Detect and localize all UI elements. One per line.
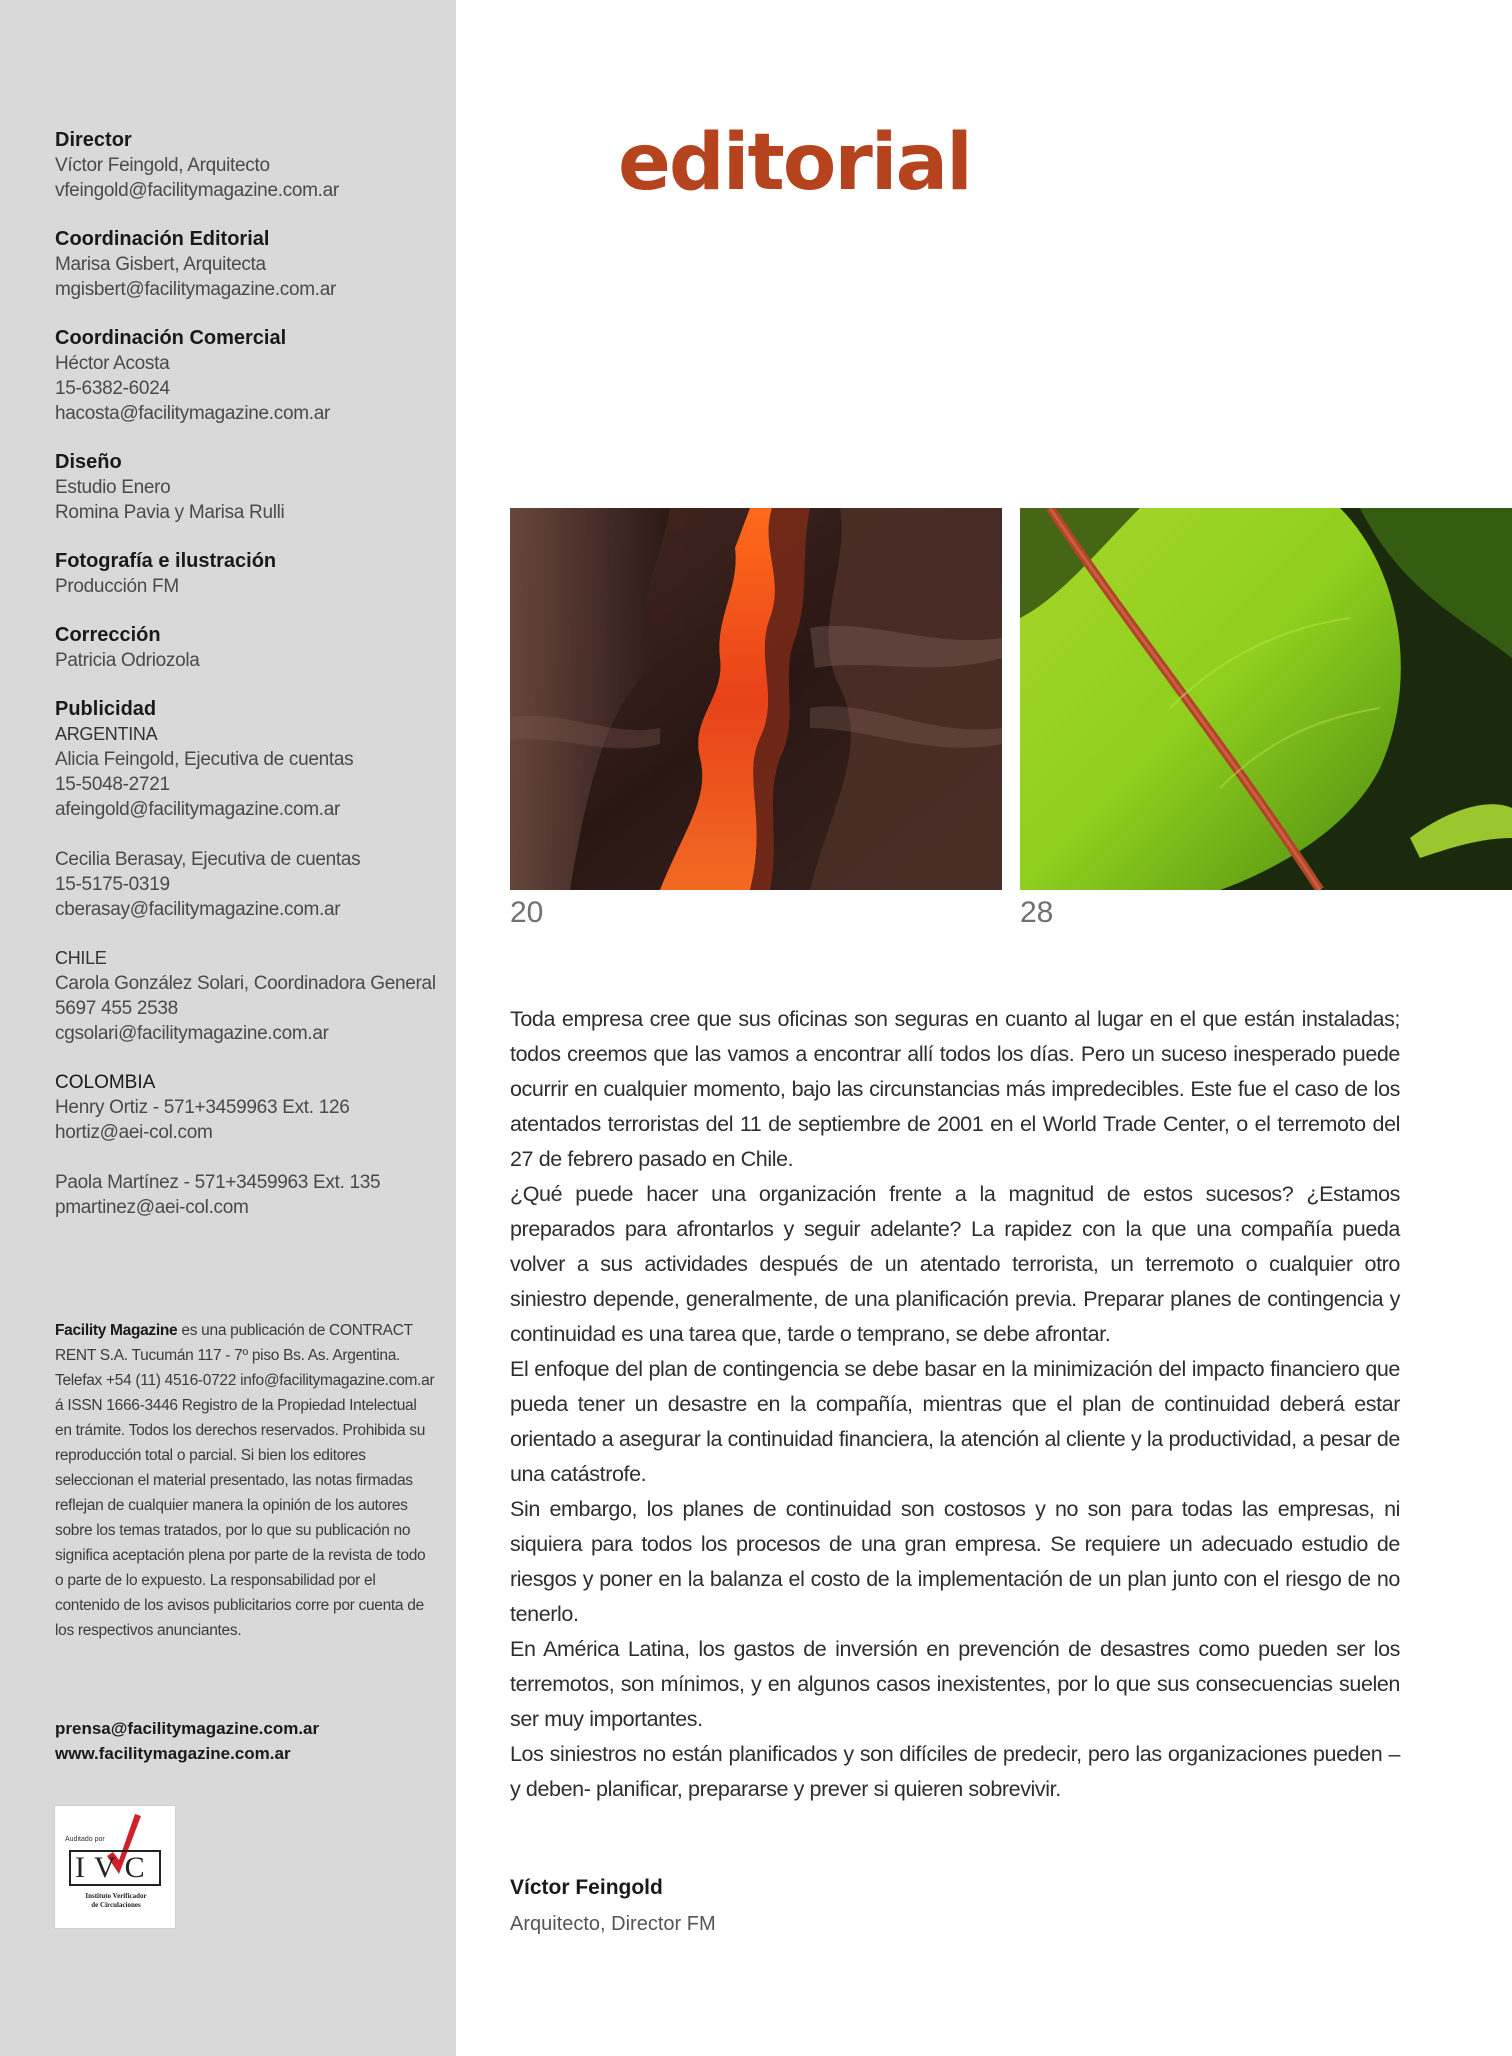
credit-line: Héctor Acosta: [55, 353, 170, 374]
credit-line: Cecilia Berasay, Ejecutiva de cuentas: [55, 849, 361, 870]
credit-coord-comercial: [55, 326, 445, 426]
credit-phone: Paola Martínez - 571+3459963 Ext. 135: [55, 1172, 381, 1193]
credit-line: Estudio Enero: [55, 477, 171, 498]
credit-phone: Henry Ortiz - 571+3459963 Ext. 126: [55, 1097, 350, 1118]
credit-email[interactable]: afeingold@facilitymagazine.com.ar: [55, 799, 341, 820]
credit-publicidad: [55, 697, 445, 922]
credit-line: Marisa Gisbert, Arquitecta: [55, 254, 266, 275]
credit-phone: 15-5048-2721: [55, 774, 170, 795]
page-number-ref[interactable]: 28: [1020, 896, 1054, 929]
credits-list: [55, 128, 445, 1244]
credit-title: Corrección: [55, 624, 161, 646]
paragraph: El enfoque del plan de contingencia se debe basar en la minimización del impacto financiero que pueda tener un desastre en la compañía, mientras que el plan de continuidad deberá estar orientado a asegurar la continuidad financiera, la atención al cliente y la productividad, a pesar de una catástrofe.: [510, 1357, 1400, 1486]
credit-email[interactable]: hacosta@facilitymagazine.com.ar: [55, 403, 331, 424]
legal-text: es una publicación de CONTRACT RENT S.A. Tucumán 117 - 7º piso Bs. As. Argentina. Telefax +54 (11) 4516-0722 info@facilitymagazine.com.ar á ISSN 1666-3446 Registro de la Propiedad Intelectual en trámite. Todos los derechos reservados. Prohibida su reproducción total o parcial. Si bien los editores seleccionan el material presentado, las notas firmadas reflejan de cualquier manera la opinión de los autores sobre los temas tratados, por lo que su publicación no significa aceptación plena por parte de la revista de todo o parte de lo expuesto. La responsabilidad por el contenido de los avisos publicitarios corre por cuenta de los respectivos anunciantes.: [55, 1322, 435, 1639]
website-link[interactable]: www.facilitymagazine.com.ar: [55, 1744, 291, 1763]
credit-diseno: [55, 450, 445, 525]
logo-institute-line: Instituto Verificador: [85, 1892, 147, 1900]
credit-phone: 5697 455 2538: [55, 998, 178, 1019]
canyon-photo[interactable]: [510, 508, 1002, 890]
credit-phone: 15-5175-0319: [55, 874, 170, 895]
author-name: Víctor Feingold: [510, 1876, 663, 1899]
paragraph: Sin embargo, los planes de continuidad son costosos y no son para todas las empresas, ni siquiera para todos los procesos de una gran empresa. Se requiere un adecuado estudio de riesgos y poner en la balanza el costo de la implementación de un plan junto con el riesgo de no tenerlo.: [510, 1497, 1400, 1626]
credit-fotografia: [55, 549, 445, 599]
credit-email[interactable]: pmartinez@aei-col.com: [55, 1197, 249, 1218]
logo-institute: [61, 1892, 171, 1910]
credit-line: Carola González Solari, Coordinadora General: [55, 973, 436, 994]
credit-title: Diseño: [55, 451, 122, 473]
credit-coord-editorial: [55, 227, 445, 302]
credit-email[interactable]: hortiz@aei-col.com: [55, 1122, 213, 1143]
paragraph: ¿Qué puede hacer una organización frente a la magnitud de estos sucesos? ¿Estamos preparados para afrontarlos y seguir adelante? La rapidez con la que una compañía pueda volver a sus actividades después de un atentado terrorista, un terremoto o cualquier otro siniestro depende, generalmente, de una planificación previa. Preparar planes de contingencia y continuidad es una tarea que, tarde o temprano, se debe afrontar.: [510, 1182, 1400, 1346]
author-signature: [510, 1870, 716, 1942]
paragraph: En América Latina, los gastos de inversión en prevención de desastres como pueden ser los terremotos, son mínimos, y en algunos casos inexistentes, por lo que sus consecuencias suelen ser muy importantes.: [510, 1637, 1400, 1731]
credit-chile: [55, 946, 445, 1046]
credit-region: CHILE: [55, 948, 107, 968]
spacer: [55, 822, 445, 847]
credit-title: Fotografía e ilustración: [55, 550, 277, 572]
credit-correccion: [55, 623, 445, 673]
credit-email[interactable]: vfeingold@facilitymagazine.com.ar: [55, 180, 339, 201]
press-email-link[interactable]: prensa@facilitymagazine.com.ar: [55, 1719, 320, 1738]
credit-line: Producción FM: [55, 576, 179, 597]
credit-colombia: [55, 1070, 445, 1220]
legal-notice: [55, 1318, 435, 1643]
editorial-body: [510, 1002, 1400, 1807]
contact-links: [55, 1716, 319, 1766]
credit-region: ARGENTINA: [55, 724, 158, 744]
logo-letters: IVC: [75, 1851, 154, 1884]
spacer: [55, 1145, 445, 1170]
credit-title: Coordinación Editorial: [55, 228, 270, 250]
credit-title: Publicidad: [55, 698, 157, 720]
credit-line: Víctor Feingold, Arquitecto: [55, 155, 270, 176]
leaf-photo[interactable]: [1020, 508, 1512, 890]
ivc-audit-logo: [54, 1805, 176, 1929]
canyon-image: [510, 508, 1002, 890]
masthead-sidebar: [0, 0, 456, 2056]
credit-phone: 15-6382-6024: [55, 378, 170, 399]
credit-line: Alicia Feingold, Ejecutiva de cuentas: [55, 749, 354, 770]
legal-brand: Facility Magazine: [55, 1322, 178, 1339]
credit-email[interactable]: cberasay@facilitymagazine.com.ar: [55, 899, 341, 920]
logo-audited-label: Auditado por: [65, 1836, 105, 1843]
logo-institute-line: de Circulaciones: [91, 1901, 141, 1909]
page-number-ref[interactable]: 20: [510, 896, 544, 929]
page-title: editorial: [618, 118, 971, 208]
credit-email[interactable]: mgisbert@facilitymagazine.com.ar: [55, 279, 337, 300]
credit-director: [55, 128, 445, 203]
leaf-image: [1020, 508, 1512, 890]
paragraph: Los siniestros no están planificados y son difíciles de predecir, pero las organizaciones pueden –y deben- planificar, prepararse y prever si quieren sobrevivir.: [510, 1742, 1400, 1801]
credit-region: COLOMBIA: [55, 1072, 156, 1093]
author-role: Arquitecto, Director FM: [510, 1913, 716, 1935]
credit-title: Director: [55, 129, 132, 151]
paragraph: Toda empresa cree que sus oficinas son seguras en cuanto al lugar en el que están instaladas; todos creemos que las vamos a encontrar allí todos los días. Pero un suceso inesperado puede ocurrir en cualquier momento, bajo las circunstancias más impredecibles. Este fue el caso de los atentados terroristas del 11 de septiembre de 2001 en el World Trade Center, o el terremoto del 27 de febrero pasado en Chile.: [510, 1007, 1400, 1171]
credit-title: Coordinación Comercial: [55, 327, 287, 349]
credit-line: Romina Pavia y Marisa Rulli: [55, 502, 285, 523]
credit-line: Patricia Odriozola: [55, 650, 200, 671]
credit-email[interactable]: cgsolari@facilitymagazine.com.ar: [55, 1023, 329, 1044]
